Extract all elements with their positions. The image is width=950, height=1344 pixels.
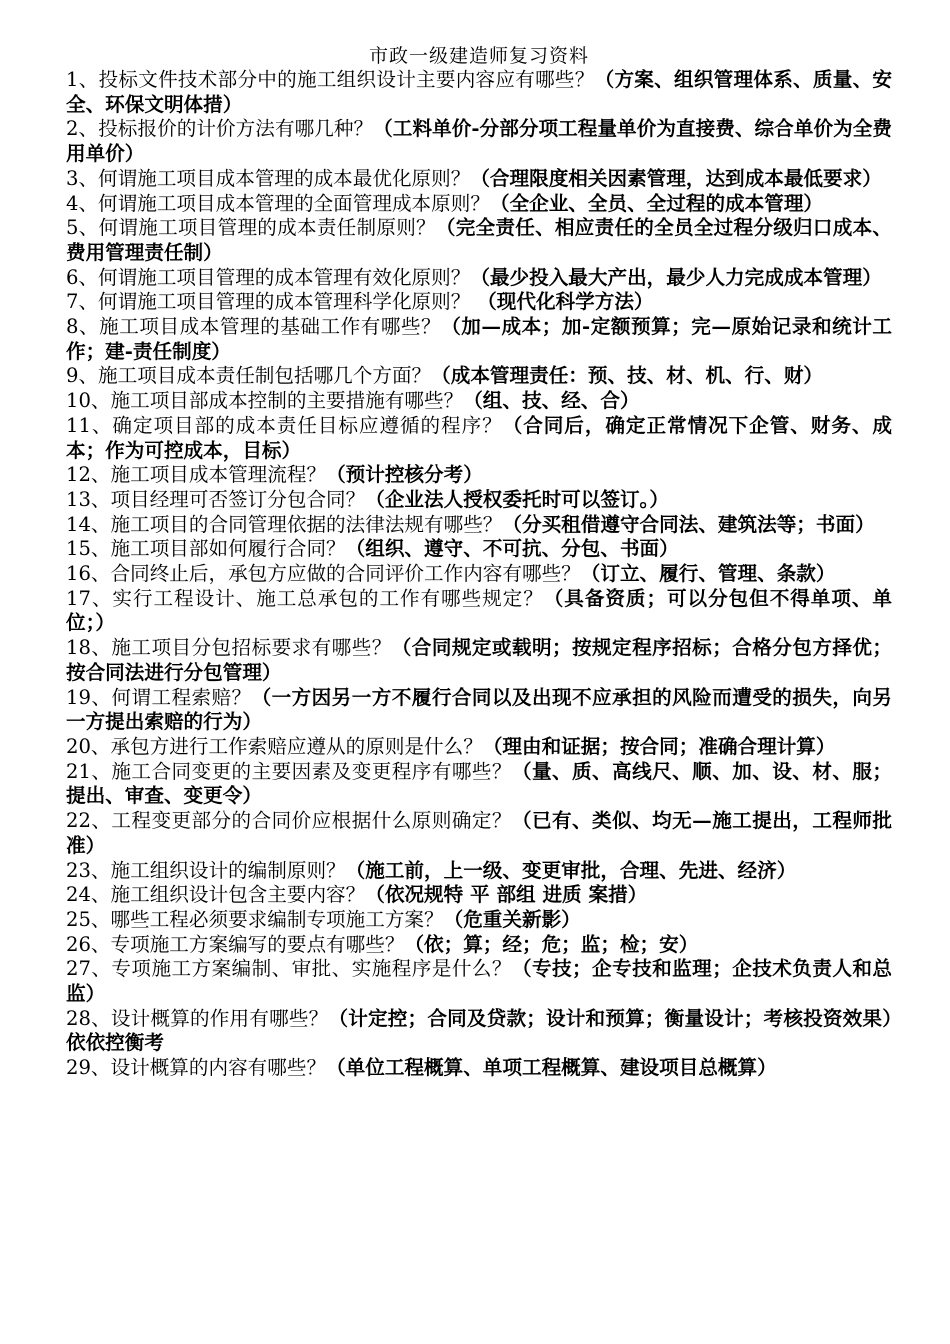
question-text: 17、实行工程设计、施工总承包的工作有哪些规定？ [66, 586, 544, 610]
answer-text: （完全责任、相应责任的全员全过程分级归口成本、费用管理责任制） [66, 216, 892, 264]
question-text: 29、设计概算的内容有哪些？ [66, 1056, 327, 1080]
question-item [66, 389, 892, 414]
question-item [66, 315, 892, 364]
answer-text: （危重关新影） [443, 907, 581, 931]
question-item [66, 266, 892, 291]
question-text: 6、何谓施工项目管理的成本管理有效化原则？ [66, 265, 471, 289]
answer-text: （订立、履行、管理、条款） [580, 562, 836, 586]
question-list [66, 68, 892, 1081]
answer-text: （单位工程概算、单项工程概算、建设项目总概算） [326, 1056, 777, 1080]
question-text: 27、专项施工方案编制、审批、实施程序是什么？ [66, 957, 512, 981]
question-item [66, 364, 892, 389]
answer-text: （具备资质；可以分包但不得单项、单位；） [66, 586, 893, 635]
question-item [66, 562, 892, 587]
answer-text: （依；算；经；危；监；检；安） [404, 932, 699, 956]
answer-text: （成本管理责任：预、技、材、机、行、财） [431, 364, 824, 388]
answer-text: （预计控核分考） [326, 463, 483, 487]
question-text: 25、哪些工程必须要求编制专项施工方案？ [66, 907, 444, 931]
question-item [66, 192, 892, 217]
question-item [66, 933, 892, 958]
question-text: 12、施工项目成本管理流程？ [66, 463, 327, 487]
question-text: 28、设计概算的作用有哪些？ [66, 1006, 329, 1030]
question-text: 21、施工合同变更的主要因素及变更程序有哪些？ [66, 759, 512, 783]
question-text: 16、合同终止后，承包方应做的合同评价工作内容有哪些？ [66, 562, 581, 586]
answer-text: （全企业、全员、全过程的成本管理） [489, 191, 824, 215]
answer-text: （分买租借遵守合同法、建筑法等；书面） [502, 512, 875, 536]
question-item [66, 686, 892, 735]
question-item [66, 587, 892, 636]
answer-text: （已有、类似、均无—施工提出，工程师批准） [66, 809, 893, 857]
answer-text: （一方因另一方不履行合同以及出现不应承担的风险而遭受的损失，向另一方提出索赔的行为） [66, 685, 892, 734]
question-item [66, 488, 892, 513]
question-text: 2、投标报价的计价方法有哪几种？ [66, 117, 374, 141]
answer-text: （计定控；合同及贷款；设计和预算；衡量设计；考核投资效果）依依控衡考 [66, 1006, 893, 1055]
question-item [66, 636, 892, 685]
document-title: 市政一级建造师复习资料 [368, 45, 589, 67]
answer-text: （工料单价-分部分项工程量单价为直接费、综合单价为全费用单价） [66, 117, 892, 166]
answer-text: （施工前，上一级、变更审批，合理、先进、经济） [345, 858, 797, 882]
question-item [66, 463, 892, 488]
question-text: 1、投标文件技术部分中的施工组织设计主要内容应有哪些？ [66, 68, 595, 91]
answer-text: （组织、遵守、不可抗、分包、书面） [345, 537, 679, 561]
question-text: 3、何谓施工项目成本管理的成本最优化原则？ [66, 166, 471, 190]
answer-text: （加—成本；加-定额预算；完—原始记录和统计工作；建-责任制度） [66, 315, 892, 363]
question-text: 15、施工项目部如何履行合同？ [66, 537, 346, 561]
question-text: 19、何谓工程索赔？ [66, 685, 252, 709]
question-text: 26、专项施工方案编写的要点有哪些？ [66, 932, 405, 956]
question-text: 18、施工项目分包招标要求有哪些？ [66, 636, 392, 660]
answer-text: （量、质、高线尺、顺、加、设、材、服；提出、审查、变更令） [66, 759, 893, 808]
question-text: 9、施工项目成本责任制包括哪几个方面？ [66, 364, 432, 388]
question-item [66, 537, 892, 562]
answer-text: （合同后，确定正常情况下企管、财务、成本；作为可控成本，目标） [66, 413, 893, 462]
question-item [66, 167, 892, 192]
question-item [66, 957, 892, 1006]
question-item [66, 1007, 892, 1056]
question-text: 11、确定项目部的成本责任目标应遵循的程序？ [66, 413, 503, 437]
question-item [66, 809, 892, 858]
question-item [66, 1056, 892, 1081]
question-item [66, 908, 892, 933]
question-text: 7、何谓施工项目管理的成本管理科学化原则？ [66, 290, 471, 314]
answer-text: （合同规定或载明；按规定程序招标；合格分包方择优；按合同法进行分包管理） [66, 636, 892, 684]
question-item [66, 290, 892, 315]
question-text: 8、施工项目成本管理的基础工作有哪些？ [66, 315, 442, 339]
question-item [66, 883, 892, 908]
answer-text: （企业法人授权委托时可以签订。） [365, 487, 669, 511]
answer-text: （合理限度相关因素管理，达到成本最低要求） [470, 166, 882, 190]
question-text: 10、施工项目部成本控制的主要措施有哪些？ [66, 389, 464, 413]
answer-text: （方案、组织管理体系、质量、安全、环保文明体措） [66, 68, 893, 116]
question-item [66, 414, 892, 463]
answer-text: （最少投入最大产出，最少人力完成成本管理） [470, 265, 882, 289]
question-text: 4、何谓施工项目成本管理的全面管理成本原则？ [66, 191, 490, 215]
question-text: 13、项目经理可否签订分包合同？ [66, 487, 366, 511]
question-text: 22、工程变更部分的合同价应根据什么原则确定？ [66, 809, 512, 833]
question-item [66, 68, 892, 117]
answer-text: （组、技、经、合） [463, 389, 640, 413]
question-text: 5、何谓施工项目管理的成本责任制原则？ [66, 216, 436, 240]
answer-text: （理由和证据；按合同；准确合理计算） [482, 734, 836, 758]
question-text: 20、承包方进行工作索赔应遵从的原则是什么？ [66, 734, 483, 758]
question-text: 23、施工组织设计的编制原则？ [66, 858, 346, 882]
question-item [66, 513, 892, 538]
answer-text: （专技；企专技和监理；企技术负责人和总监） [66, 957, 893, 1006]
answer-text: （现代化科学方法） [470, 290, 654, 314]
question-item [66, 760, 892, 809]
question-text: 14、施工项目的合同管理依据的法律法规有哪些？ [66, 512, 503, 536]
question-item [66, 859, 892, 884]
question-text: 24、施工组织设计包含主要内容？ [66, 883, 366, 907]
question-item [66, 735, 892, 760]
answer-text: （依况规特 平 部组 进质 案措） [365, 883, 648, 907]
question-item [66, 117, 892, 166]
question-item [66, 216, 892, 265]
